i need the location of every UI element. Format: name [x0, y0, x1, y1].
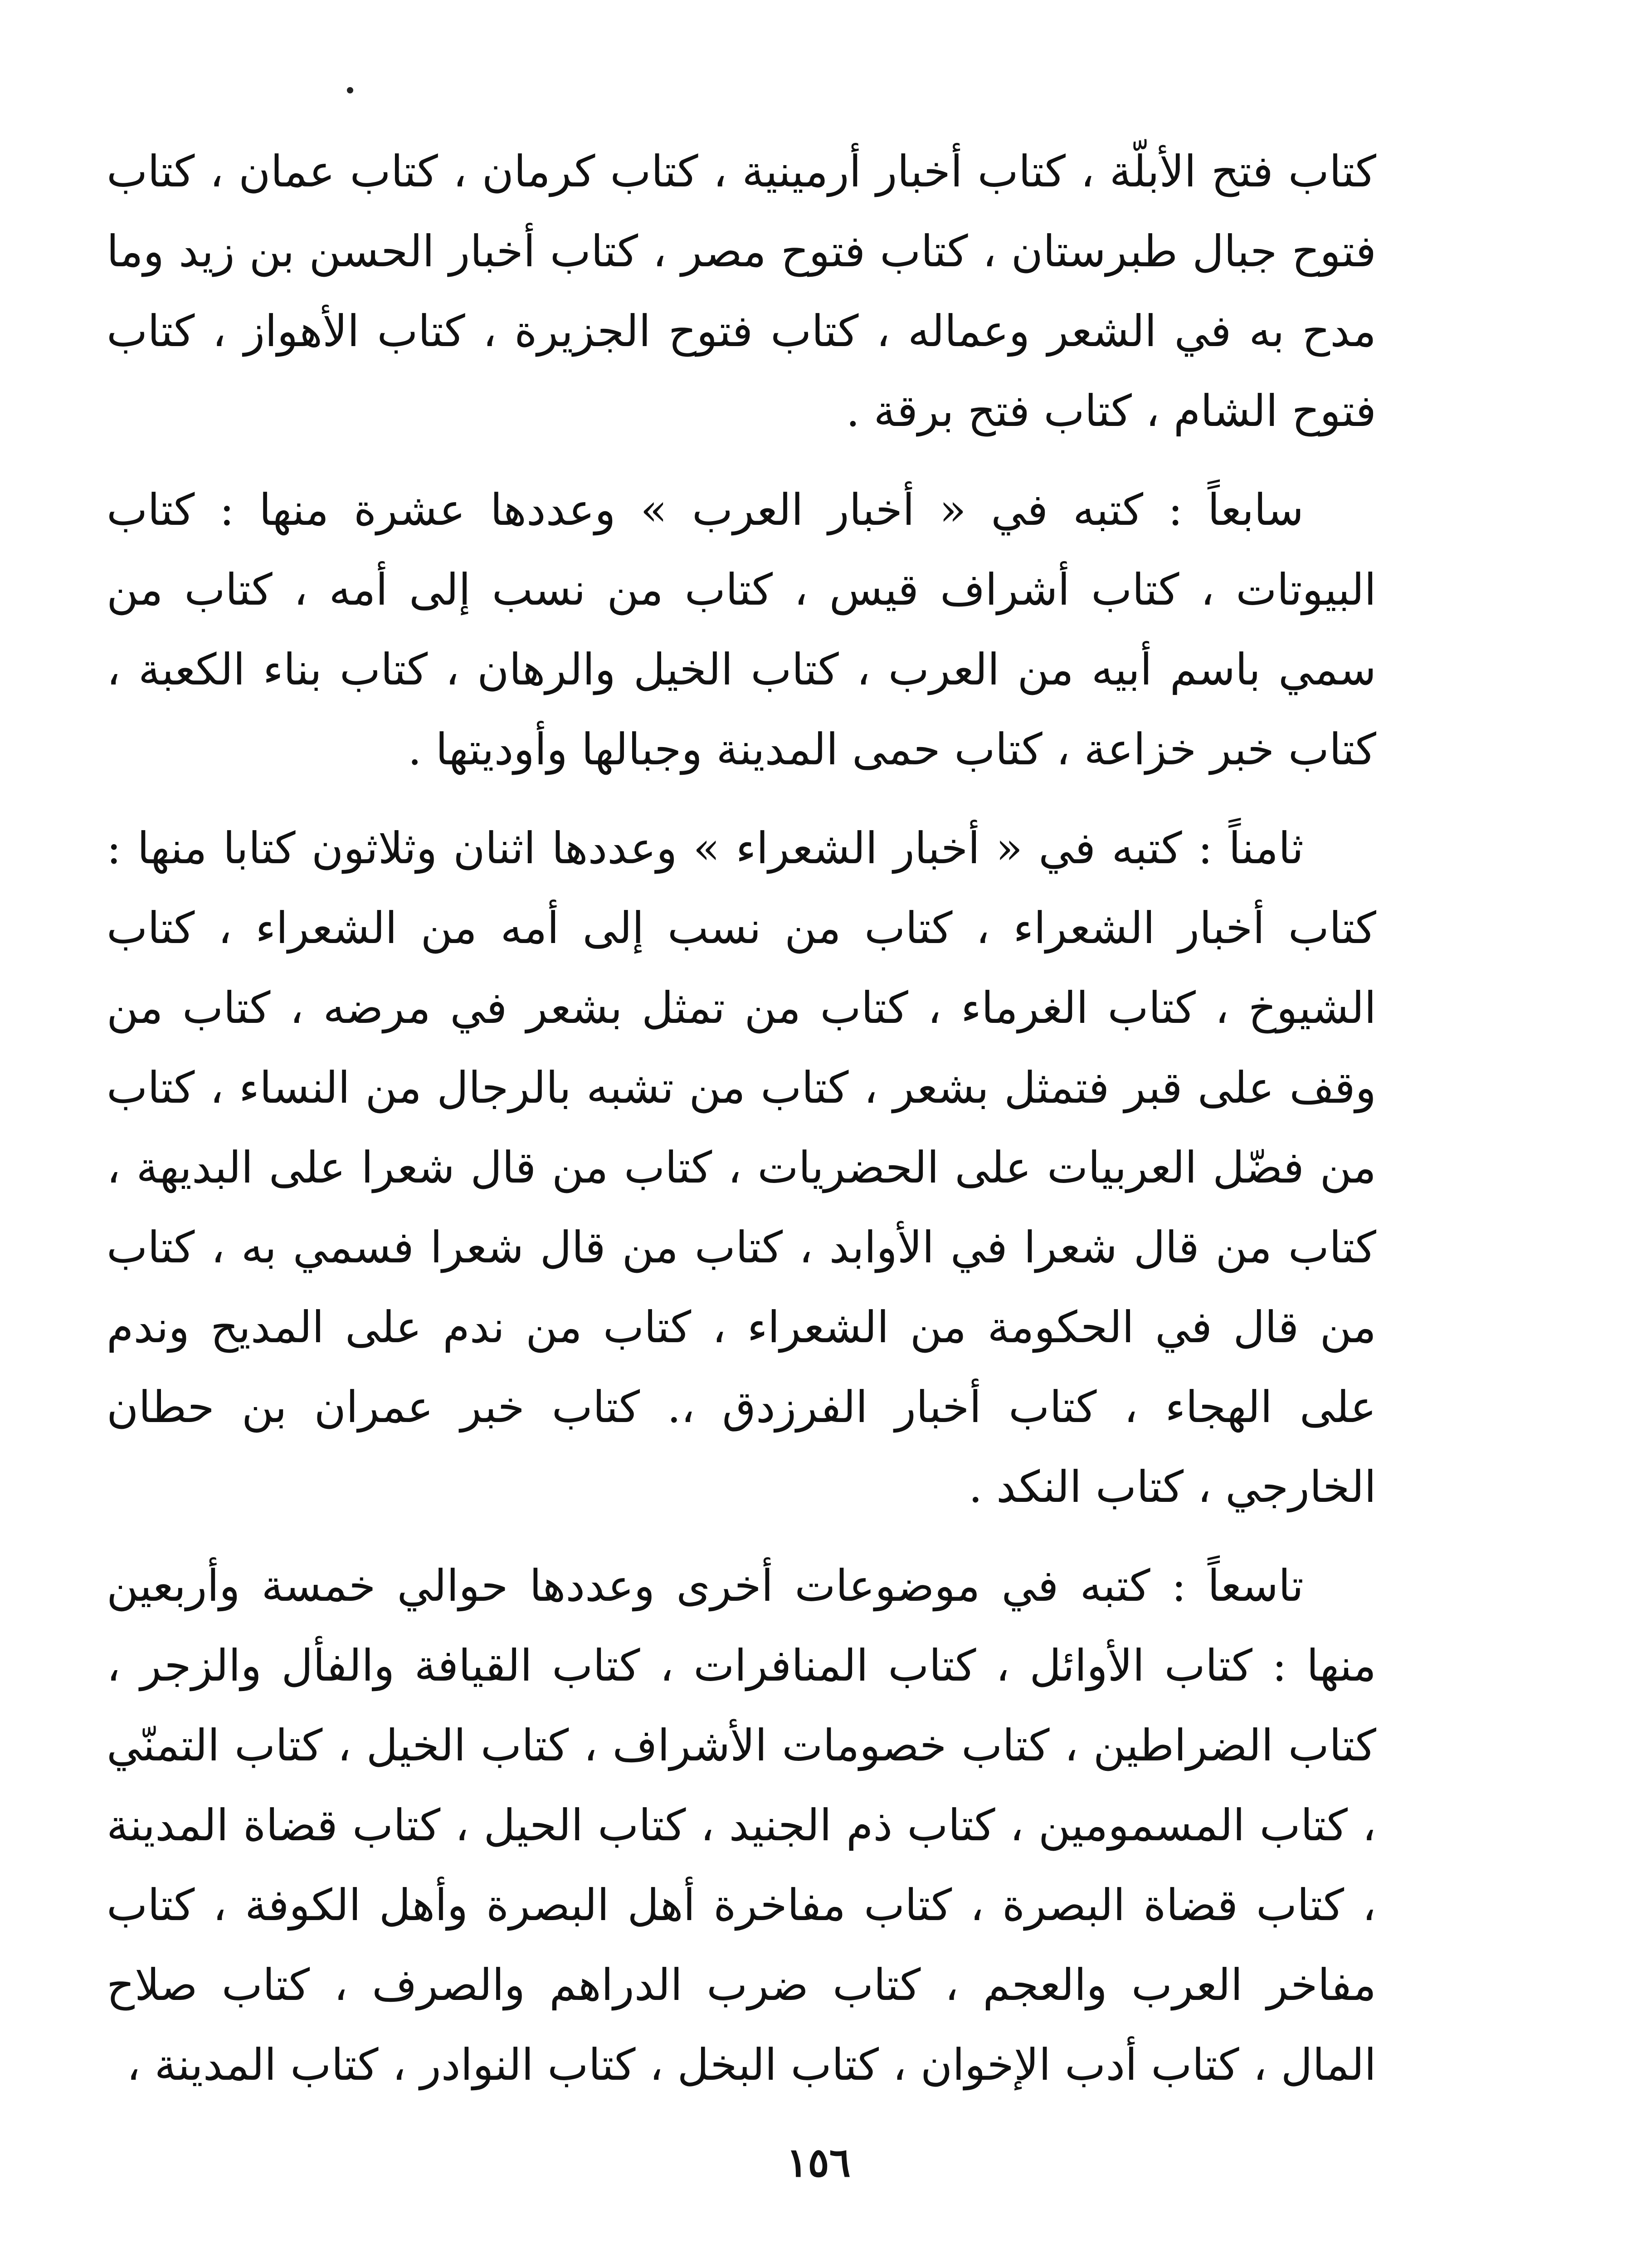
paragraph-conquests-books: كتاب فتح الأبلّة ، كتاب أخبار أرمينية ، كتاب كرمان ، كتاب عمان ، كتاب فتوح جبال طبرستان ، كتاب فتوح مصر ، كتاب أخبار الحسن بن زيد وما مدح به في الشعر وعماله ، كتاب فتوح الجزيرة ، كتاب الأهواز ، كتاب فتوح الشام ، كتاب فتح برقة .	[107, 146, 1377, 436]
page-number: ١٥٦	[786, 2139, 851, 2186]
paragraph-ninth-other-topics: تاسعاً : كتبه في موضوعات أخرى وعددها حوالي خمسة وأربعين منها : كتاب الأوائل ، كتاب المنافرات ، كتاب القيافة والفأل والزجر ، كتاب الضراطين ، كتاب خصومات الأشراف ، كتاب الخيل ، كتاب التمنّي ، كتاب المسمومين ، كتاب ذم الجنيد ، كتاب الحيل ، كتاب قضاة المدينة ، كتاب قضاة البصرة ، كتاب مفاخرة أهل البصرة وأهل الكوفة ، كتاب مفاخر العرب والعجم ، كتاب ضرب الدراهم والصرف ، كتاب صلاح المال ، كتاب أدب الإخوان ، كتاب البخل ، كتاب النوادر ، كتاب المدينة ،	[107, 1560, 1377, 2090]
paragraph-seventh-arab-news: سابعاً : كتبه في « أخبار العرب » وعددها عشرة منها : كتاب البيوتات ، كتاب أشراف قيس ، كتاب من نسب إلى أمه ، كتاب من سمي باسم أبيه من العرب ، كتاب الخيل والرهان ، كتاب بناء الكعبة ، كتاب خبر خزاعة ، كتاب حمى المدينة وجبالها وأوديتها .	[107, 484, 1376, 775]
paragraph-eighth-poets-news: ثامناً : كتبه في « أخبار الشعراء » وعددها اثنان وثلاثون كتابا منها : كتاب أخبار الشعراء ، كتاب من نسب إلى أمه من الشعراء ، كتاب الشيوخ ، كتاب الغرماء ، كتاب من تمثل بشعر في مرضه ، كتاب من وقف على قبر فتمثل بشعر ، كتاب من تشبه بالرجال من النساء ، كتاب من فضّل العربيات على الحضريات ، كتاب من قال شعرا على البديهة ، كتاب من قال شعرا في الأوابد ، كتاب من قال شعرا فسمي به ، كتاب من قال في الحكومة من الشعراء ، كتاب من ندم على المديح وندم على الهجاء ، كتاب أخبار الفرزدق ،. كتاب خبر عمران بن حطان الخارجي ، كتاب النكد .	[107, 823, 1377, 1512]
main-text-block	[107, 132, 1376, 2124]
ink-speck	[347, 87, 353, 93]
